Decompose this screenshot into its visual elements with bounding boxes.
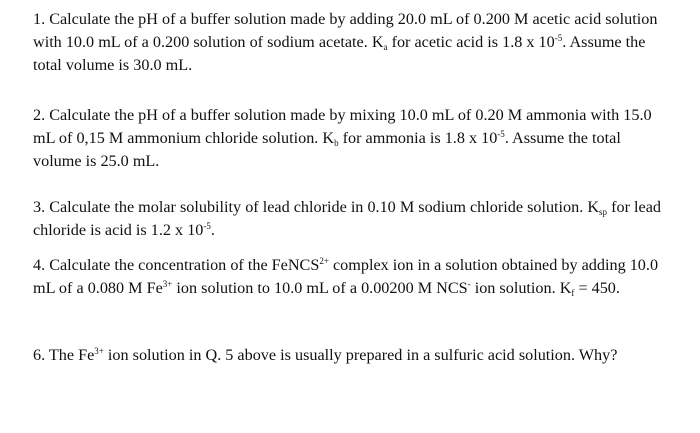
q4-text-a: 4. Calculate the concentration of the FeNCS bbox=[33, 256, 320, 274]
q6-text-b: ion solution in Q. 5 above is usually prepared in a sulfuric acid solution. Why? bbox=[103, 346, 618, 364]
question-6 bbox=[33, 344, 673, 367]
question-3 bbox=[33, 196, 673, 242]
q4-fe-charge: 3+ bbox=[162, 279, 173, 289]
q4-text-b: complex ion in a solution obtained by adding 10.0 mL of a 0.080 M Fe bbox=[33, 256, 659, 297]
q6-text-a: 6. The Fe bbox=[33, 346, 95, 364]
question-4 bbox=[33, 254, 673, 300]
q4-text-e: = 450. bbox=[574, 279, 620, 297]
q1-exponent: -5 bbox=[554, 33, 563, 43]
q3-ksp-subscript: sp bbox=[599, 207, 608, 217]
q6-fe-charge: 3+ bbox=[94, 346, 104, 356]
q4-kf-subscript: f bbox=[571, 288, 575, 298]
q4-text-c: ion solution to 10.0 mL of a 0.00200 M NCS bbox=[172, 279, 468, 297]
q2-text-c: . Assume the total volume is 25.0 mL. bbox=[33, 129, 621, 170]
q4-fencs-charge: 2+ bbox=[319, 256, 329, 266]
q3-exponent: -5 bbox=[203, 221, 211, 231]
q3-text-c: . bbox=[210, 221, 215, 239]
q3-text-b: for lead chloride is acid is 1.2 x 10 bbox=[33, 198, 661, 239]
q4-text-d: ion solution. K bbox=[470, 279, 572, 297]
q1-text-a: 1. Calculate the pH of a buffer solution made by adding 20.0 mL of 0.200 M acetic acid solution with 10.0 mL of a 0.200 solution of sodium acetate. K bbox=[33, 10, 658, 51]
question-1 bbox=[33, 8, 673, 77]
q2-text-a: 2. Calculate the pH of a buffer solution made by mixing 10.0 mL of 0.20 M ammonia with 15.0 mL of 0,15 M ammonium chloride solution. K bbox=[33, 106, 652, 147]
q1-text-c: . Assume the total volume is 30.0 mL. bbox=[33, 33, 646, 74]
q1-text-b: for acetic acid is 1.8 x 10 bbox=[387, 33, 555, 51]
q3-text-a: 3. Calculate the molar solubility of lead chloride in 0.10 M sodium chloride solution. K bbox=[33, 198, 600, 216]
q4-ncs-charge: - bbox=[467, 279, 471, 289]
q2-kb-subscript: b bbox=[334, 138, 339, 148]
q2-exponent: -5 bbox=[497, 129, 505, 139]
q1-ka-subscript: a bbox=[383, 42, 388, 52]
q2-text-b: for ammonia is 1.8 x 10 bbox=[338, 129, 498, 147]
question-2 bbox=[33, 104, 673, 173]
